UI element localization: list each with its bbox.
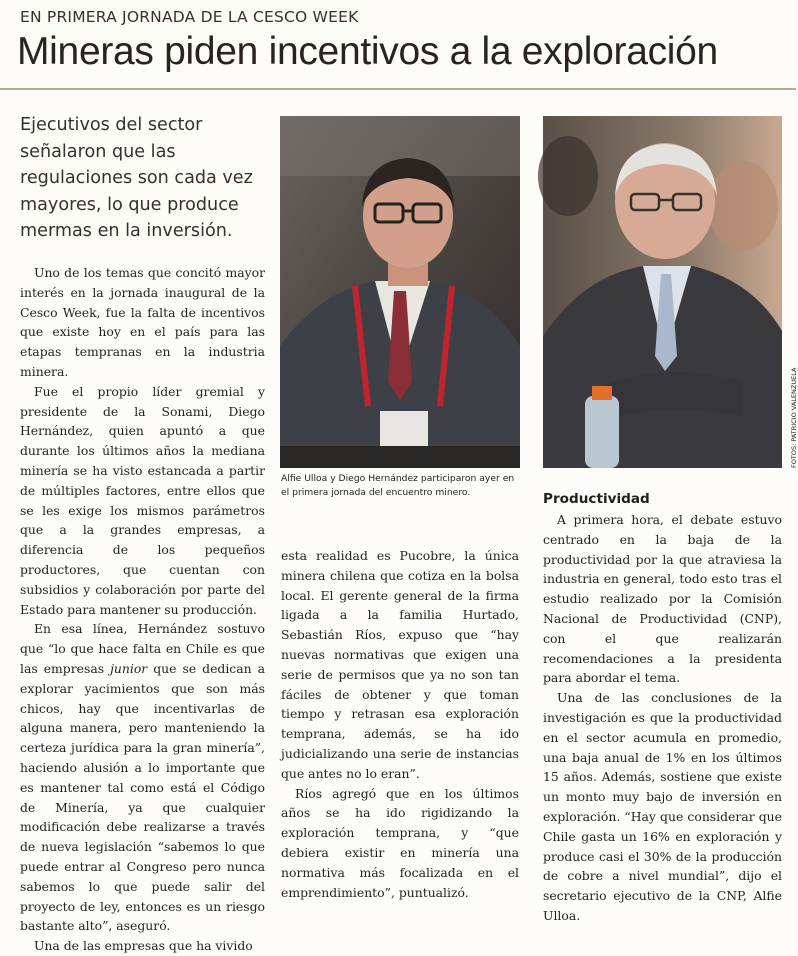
headline: Mineras piden incentivos a la exploración [17,30,718,73]
kicker: EN PRIMERA JORNADA DE LA CESCO WEEK [20,8,359,26]
paragraph: Fue el propio líder gremial y presidente de la Sonami, Diego Hernández, quien apuntó a que durante los últimos años la mediana minería se ha visto estancada a partir de múltiples factores, entre ellos que se les exige los mismos parámetros que a la grandes empresas, a diferencia de los pequeños productores, que cuentan con subsidios y colaboración por parte del Estado para mantener su producción. [20,383,265,617]
photo-caption: Alfie Ulloa y Diego Hernández participaron ayer en el primera jornada del encuentro minero. [281,473,515,498]
text-run: que se dedican a explorar yacimientos que son más chicos, hay que incentivarlas de alguna manera, pero manteniendo la certeza jurídica para la gran minería”, haciendo alusión a lo importante que es mantener tal como está el Código de Minería, ya que cualquier modificación debe realizarse a través de nueva legislación “sabemos lo que puede entrar al Congreso pero nunca sabemos lo que puede salir del proyecto de ley, entonces es un riesgo bastante alto”, aseguró. [20,660,265,934]
article-column-1 [20,263,265,954]
paragraph: Uno de los temas que concitó mayor interés en la jornada inaugural de la Cesco Week, fue la falta de incentivos que existe hoy en el país para las etapas tempranas en la industria minera. [20,265,265,379]
photo-speaker [280,116,520,468]
paragraph: Una de las empresas que ha vivido [34,938,253,954]
lead-paragraph: Ejecutivos del sector señalaron que las regulaciones son cada vez mayores, lo que produce mermas en la inversión. [20,115,253,241]
paragraph: esta realidad es Pucobre, la única minera chilena que cotiza en la bolsa local. El gerente general de la firma ligada a la familia Hurtado, Sebastián Ríos, expuso que “hay nuevas normativas que exigen una serie de permisos que ya no son tan fáciles de obtener y que toman tiempo y retrasan esa exploración temprana, además, se ha ido judicializando una serie de instancias que antes no lo eran”. [281,548,519,781]
paragraph: A primera hora, el debate estuvo centrado en la baja de la productividad por la que atraviesa la industria en general, todo esto tras el estudio realizado por la Comisión Nacional de Productividad (CNP), con el que realizarán recomendaciones a la presidenta para abordar el tema. [543,512,782,686]
article-column-2 [281,546,519,900]
divider [0,88,796,90]
speaker-illustration [280,116,520,468]
article-column-3 [543,490,782,923]
section-subhead: Productividad [543,491,650,507]
photo-audience [543,116,782,468]
text-run: En esa línea, Hernández sostuvo que “lo que hace falta en Chile es que las empresas [20,621,265,676]
audience-illustration [543,116,782,468]
paragraph [20,619,265,936]
photo-credit: FOTOS: PATRICIO VALENZUELA [790,367,798,468]
italic-term: junior [110,660,148,676]
paragraph: Una de las conclusiones de la investigación es que la productividad en el sector acumula en promedio, una baja anual de 1% en los últimos 15 años. Además, sostiene que existe un monto muy bajo de inversión en exploración. “Hay que considerar que Chile gasta un 16% en exploración y produce casi el 30% de la producción de cobre a nivel mundial”, dijo el secretario ejecutivo de la CNP, Alfie Ulloa. [543,690,782,923]
paragraph: Ríos agregó que en los últimos años se ha ido rigidizando la exploración temprana, y “que debiera existir en minería una normativa más focalizada en el emprendimiento”, puntualizó. [281,785,519,900]
